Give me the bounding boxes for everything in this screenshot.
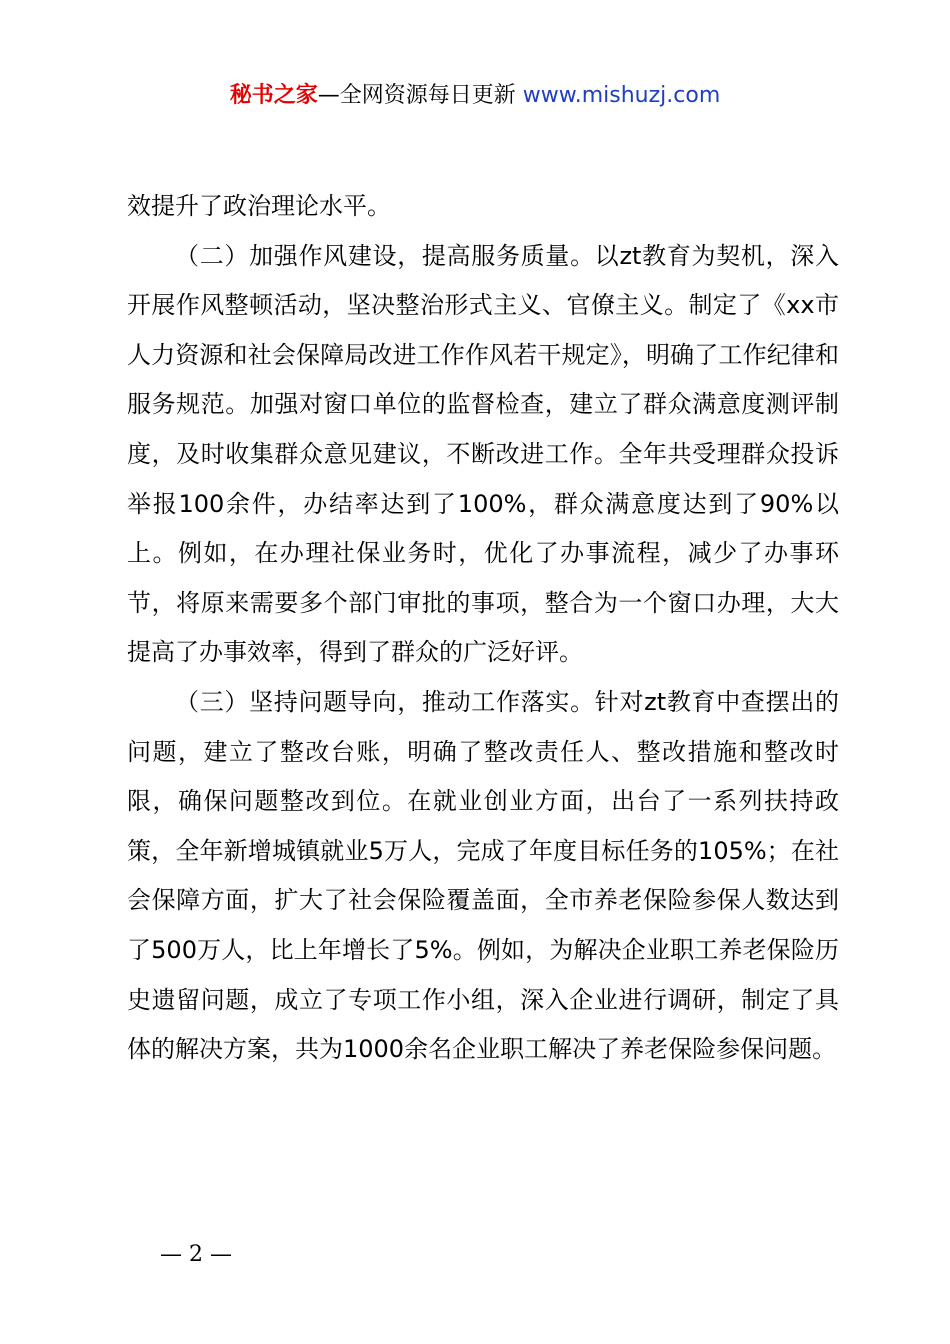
header-slogan: —全网资源每日更新: [317, 83, 523, 108]
paragraph-continuation: 效提升了政治理论水平。: [127, 192, 391, 220]
document-body: [127, 182, 839, 1075]
paragraph-section-two: （二）加强作风建设，提高服务质量。以zt教育为契机，深入开展作风整顿活动，坚决整治形式主义、官僚主义。制定了《xx市人力资源和社会保障局改进工作作风若干规定》，明确了工作纪律和服务规范。加强对窗口单位的监督检查，建立了群众满意度测评制度，及时收集群众意见建议，不断改进工作。全年共受理群众投诉举报100余件，办结率达到了100%，群众满意度达到了90%以上。例如，在办理社保业务时，优化了办事流程，减少了办事环节，将原来需要多个部门审批的事项，整合为一个窗口办理，大大提高了办事效率，得到了群众的广泛好评。: [127, 241, 839, 667]
page-number: — 2 —: [160, 1242, 232, 1267]
page-header: [0, 80, 950, 112]
brand-name: 秘书之家: [229, 83, 318, 108]
site-url-link[interactable]: www.mishuzj.com: [522, 83, 721, 108]
paragraph-section-three: （三）坚持问题导向，推动工作落实。针对zt教育中查摆出的问题，建立了整改台账，明确了整改责任人、整改措施和整改时限，确保问题整改到位。在就业创业方面，出台了一系列扶持政策，全年新增城镇就业5万人，完成了年度目标任务的105%；在社会保障方面，扩大了社会保险覆盖面，全市养老保险参保人数达到了500万人，比上年增长了5%。例如，为解决企业职工养老保险历史遗留问题，成立了专项工作小组，深入企业进行调研，制定了具体的解决方案，共为1000余名企业职工解决了养老保险参保问题。: [127, 687, 839, 1064]
